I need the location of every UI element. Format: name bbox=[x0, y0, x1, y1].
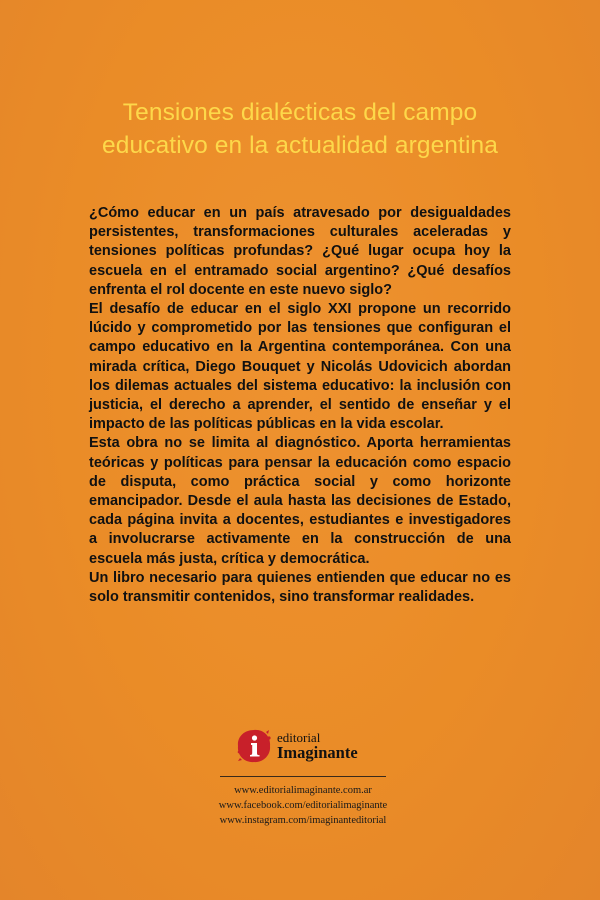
website-link[interactable]: www.editorialimaginante.com.ar bbox=[234, 785, 372, 796]
synopsis bbox=[89, 204, 511, 607]
synopsis-paragraph: Un libro necesario para quienes entienden que educar no es solo transmitir contenidos, sino transformar realidades. bbox=[89, 569, 511, 606]
i-mark-icon bbox=[236, 728, 272, 764]
synopsis-paragraph: Esta obra no se limita al diagnóstico. Aporta herramientas teóricas y políticas para pensar la educación como espacio de disputa, como práctica social y como horizonte emancipador. Desde el aula hasta las decisiones de Estado, cada página invita a docentes, estudiantes e investigadores a involucrarse activamente en la construcción de una escuela más justa, crítica y democrática. bbox=[89, 435, 511, 567]
publisher-logo bbox=[236, 728, 376, 768]
facebook-link[interactable]: www.facebook.com/editorialimaginante bbox=[218, 800, 388, 811]
publisher-name: Imaginante bbox=[277, 743, 358, 762]
instagram-link[interactable]: www.instagram.com/imaginanteditorial bbox=[219, 815, 387, 826]
publisher-label: editorial bbox=[277, 730, 321, 745]
synopsis-paragraph: ¿Cómo educar en un país atravesado por desigualdades persistentes, transformaciones culturales aceleradas y tensiones políticas profundas? ¿Qué lugar ocupa hoy la escuela en el entramado social argentino? ¿Qué desafíos enfrenta el rol docente en este nuevo siglo? bbox=[89, 205, 511, 298]
divider bbox=[220, 776, 386, 777]
title-line-2: educativo en la actualidad argentina bbox=[102, 132, 498, 159]
synopsis-paragraph: El desafío de educar en el siglo XXI propone un recorrido lúcido y comprometido por las tensiones que configuran el campo educativo en la Argentina contemporánea. Con una mirada crítica, Diego Bouquet y Nicolás Udovicich abordan los dilemas actuales del sistema educativo: la inclusión con justicia, el derecho a aprender, el sentido de enseñar y el impacto de las políticas públicas en la vida escolar. bbox=[89, 301, 511, 433]
publisher-links bbox=[150, 783, 456, 828]
book-title bbox=[40, 96, 560, 162]
title-line-1: Tensiones dialécticas del campo bbox=[122, 99, 478, 126]
